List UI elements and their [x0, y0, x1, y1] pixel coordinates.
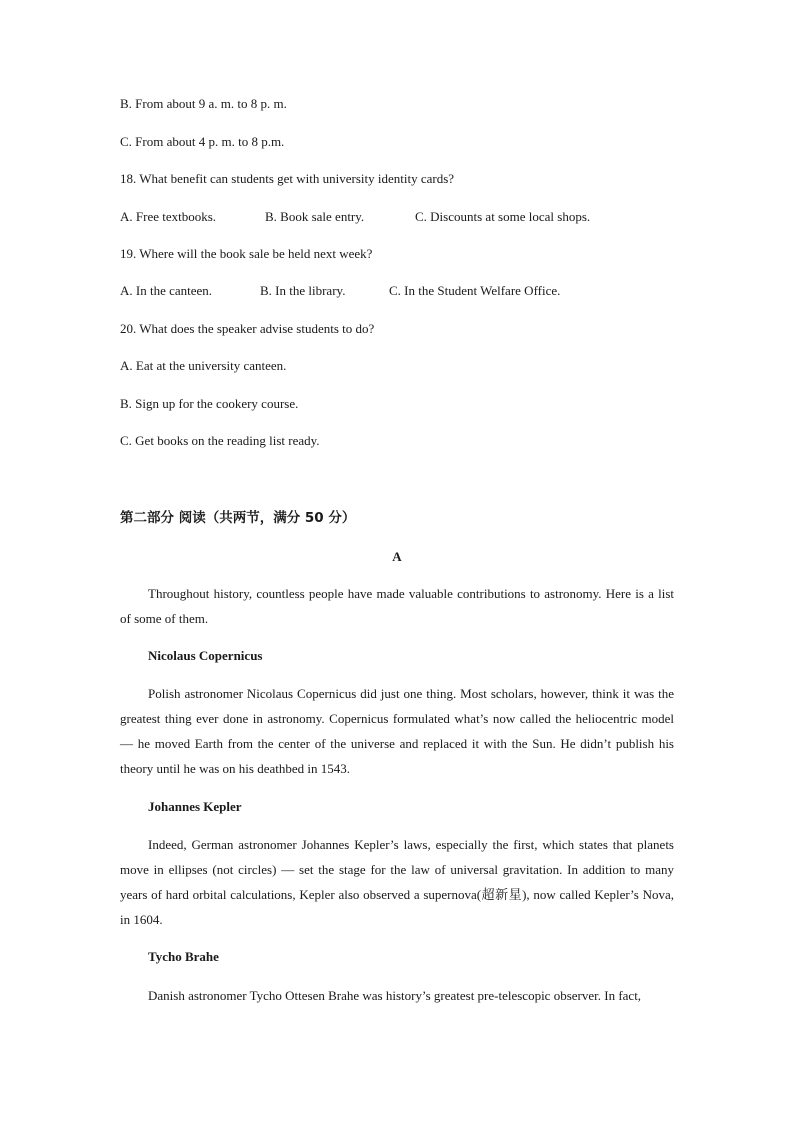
entry-text-copernicus: Polish astronomer Nicolaus Copernicus did just one thing. Most scholars, however, think it was the greatest thing ever done in astronomy. Copernicus formulated what’s now called the heliocentric model — he moved Earth from the center of the universe and replaced it with the Sun. He didn’t publish his theory until he was on his deathbed in 1543.	[120, 686, 674, 776]
entry-name-copernicus: Nicolaus Copernicus	[148, 648, 263, 663]
option-19b: B. In the library.	[260, 283, 346, 298]
option-18b: B. Book sale entry.	[265, 209, 365, 224]
option-17c: C. From about 4 p. m. to 8 p.m.	[120, 134, 285, 149]
option-20b: B. Sign up for the cookery course.	[120, 396, 299, 411]
entry-name-brahe: Tycho Brahe	[148, 949, 219, 964]
passage-intro: Throughout history, countless people have made valuable contributions to astronomy. Here is a list of some of them.	[120, 586, 674, 626]
question-19: 19. Where will the book sale be held next week?	[120, 246, 373, 261]
entry-text-kepler: Indeed, German astronomer Johannes Kepler’s laws, especially the first, which states that planets move in ellipses (not circles) — set the stage for the law of universal gravitation. In addition to many years of hard orbital calculations, Kepler also observed a supernova(超新星), now called Kepler’s Nova, in 1604.	[120, 837, 674, 927]
question-20: 20. What does the speaker advise students to do?	[120, 321, 375, 336]
question-18: 18. What benefit can students get with university identity cards?	[120, 171, 455, 186]
option-17b: B. From about 9 a. m. to 8 p. m.	[120, 96, 287, 111]
option-20c: C. Get books on the reading list ready.	[120, 433, 320, 448]
option-19c: C. In the Student Welfare Office.	[389, 283, 561, 298]
option-20a: A. Eat at the university canteen.	[120, 358, 287, 373]
passage-label: A	[392, 549, 402, 564]
option-19a: A. In the canteen.	[120, 283, 213, 298]
entry-text-brahe: Danish astronomer Tycho Ottesen Brahe was history’s greatest pre-telescopic observer. In fact,	[148, 988, 642, 1003]
option-18c: C. Discounts at some local shops.	[415, 209, 591, 224]
option-18a: A. Free textbooks.	[120, 209, 217, 224]
section-heading: 第二部分 阅读（共两节，满分 50 分）	[120, 510, 356, 526]
entry-name-kepler: Johannes Kepler	[148, 799, 242, 814]
